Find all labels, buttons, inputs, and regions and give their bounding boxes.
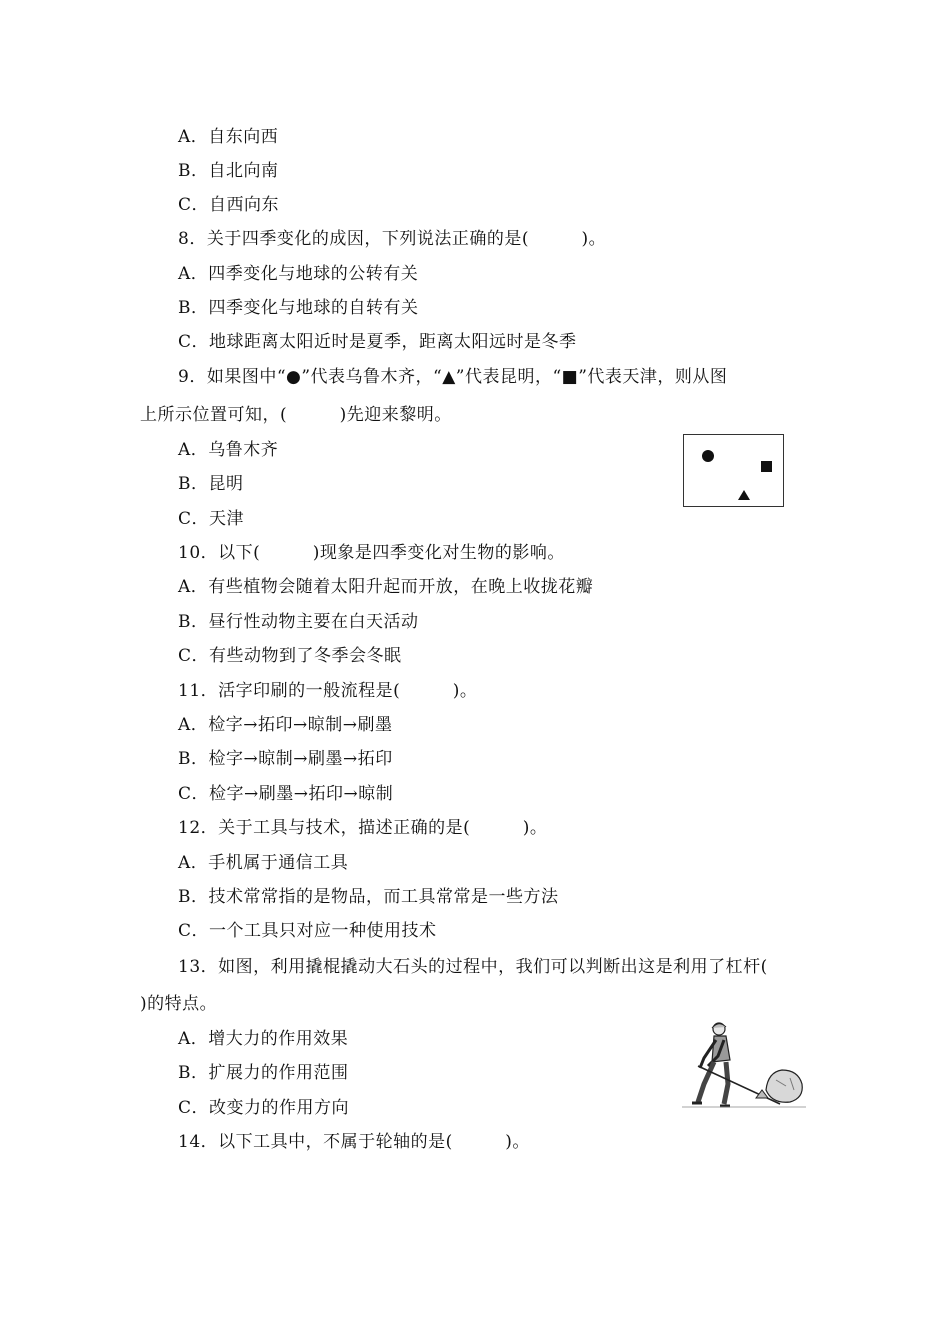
square-marker-icon: [761, 461, 772, 472]
q7-option-a: A．自东向西: [178, 127, 279, 147]
q12-stem: 12．关于工具与技术，描述正确的是( )。: [178, 818, 548, 838]
q13-option-a: A．增大力的作用效果: [178, 1029, 349, 1049]
circle-marker-icon: [702, 450, 714, 462]
q12-option-b: B．技术常常指的是物品，而工具常常是一些方法: [178, 887, 559, 907]
crowbar-illustration: [672, 1020, 807, 1108]
q11-option-a: A．检字→拓印→晾制→刷墨: [178, 715, 393, 735]
triangle-marker-icon: [738, 490, 750, 500]
q7-option-b: B．自北向南: [178, 161, 279, 181]
q9-position-map: [683, 434, 784, 507]
q7-option-c: C．自西向东: [178, 195, 280, 215]
q11-option-c: C．检字→刷墨→拓印→晾制: [178, 784, 394, 804]
q12-option-c: C．一个工具只对应一种使用技术: [178, 921, 437, 941]
q11-stem: 11．活字印刷的一般流程是( )。: [178, 681, 478, 701]
q9-stem-line2: 上所示位置可知，( )先迎来黎明。: [140, 405, 452, 425]
q12-option-a: A．手机属于通信工具: [178, 853, 349, 873]
q13-option-b: B．扩展力的作用范围: [178, 1063, 349, 1083]
q9-stem-line1: 9．如果图中“●”代表乌鲁木齐，“▲”代表昆明，“■”代表天津，则从图: [178, 367, 728, 387]
q10-option-a: A．有些植物会随着太阳升起而开放，在晚上收拢花瓣: [178, 577, 594, 597]
q10-option-b: B．昼行性动物主要在白天活动: [178, 612, 419, 632]
q9-option-c: C．天津: [178, 509, 245, 529]
q9-option-b: B．昆明: [178, 474, 244, 494]
q9-option-a: A．乌鲁木齐: [178, 440, 279, 460]
q8-stem: 8．关于四季变化的成因，下列说法正确的是( )。: [178, 229, 607, 249]
q8-option-b: B．四季变化与地球的自转有关: [178, 298, 419, 318]
q13-stem-line2: )的特点。: [140, 994, 218, 1014]
q10-stem: 10．以下( )现象是四季变化对生物的影响。: [178, 543, 565, 563]
q14-stem: 14．以下工具中，不属于轮轴的是( )。: [178, 1132, 530, 1152]
q11-option-b: B．检字→晾制→刷墨→拓印: [178, 749, 393, 769]
q13-option-c: C．改变力的作用方向: [178, 1098, 350, 1118]
q8-option-a: A．四季变化与地球的公转有关: [178, 264, 419, 284]
q13-stem-line1: 13．如图，利用撬棍撬动大石头的过程中，我们可以判断出这是利用了杠杆(: [178, 957, 768, 977]
q8-option-c: C．地球距离太阳近时是夏季，距离太阳远时是冬季: [178, 332, 577, 352]
q10-option-c: C．有些动物到了冬季会冬眠: [178, 646, 402, 666]
